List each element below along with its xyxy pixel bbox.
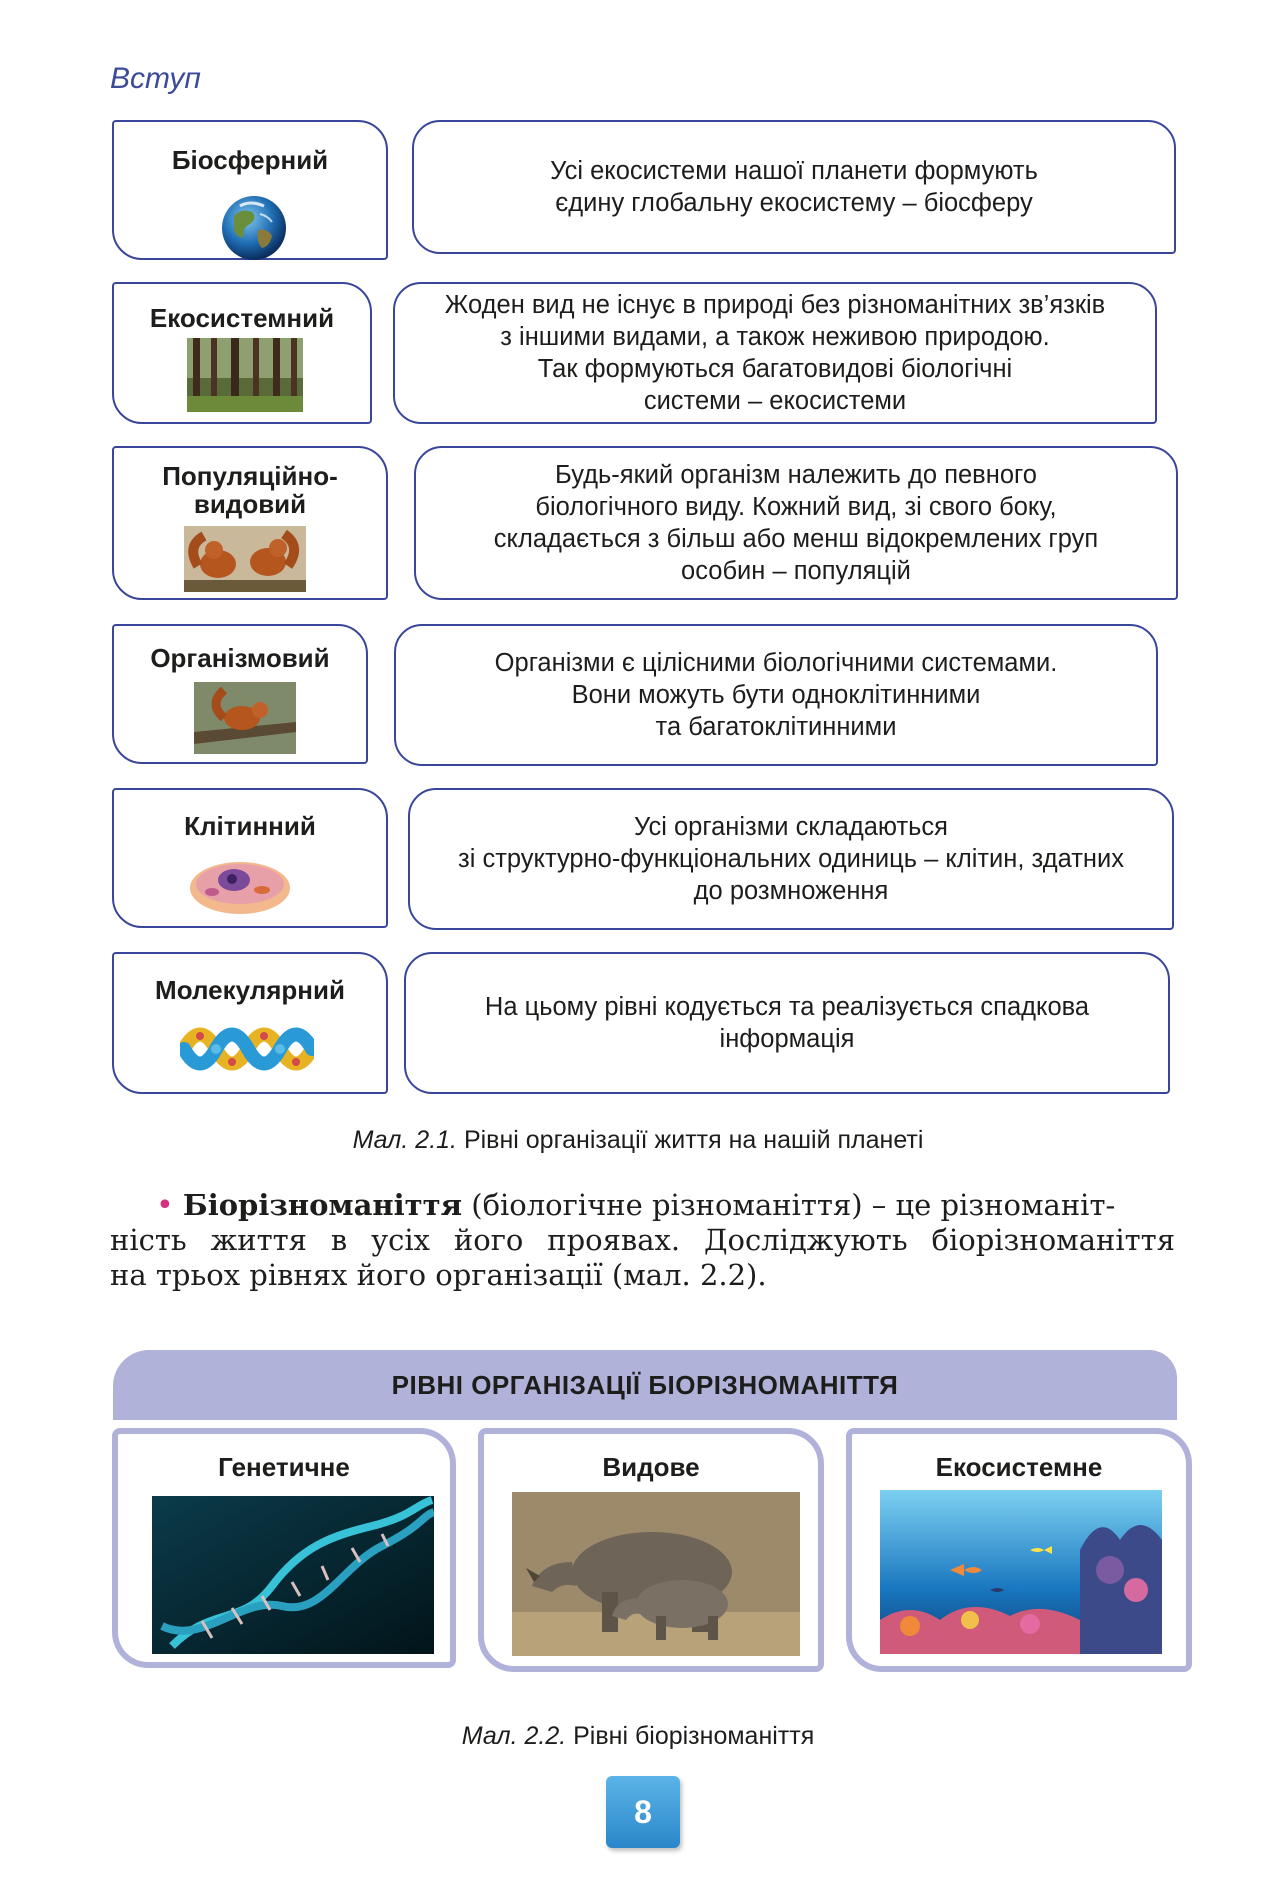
rhinoceros-image — [512, 1492, 800, 1656]
desc-line: Організми є цілісними біологічними системами. — [494, 649, 1058, 677]
card-species — [478, 1428, 824, 1672]
card-ecosystem — [846, 1428, 1192, 1672]
biodiversity-paragraph — [110, 1188, 1175, 1223]
level-molecular-title: Молекулярний — [155, 975, 345, 1005]
level-ecosystem-title: Екосистемний — [149, 303, 335, 333]
level-cellular-box — [112, 788, 388, 928]
figure-label: Мал. 2.1. — [352, 1126, 457, 1154]
level-molecular-description — [404, 952, 1170, 1094]
desc-line: системи – екосистеми — [643, 387, 907, 415]
earth-globe-image — [220, 194, 288, 262]
forest-image — [187, 338, 303, 412]
level-biosphere-box — [112, 120, 388, 260]
desc-line: складається з більш або менш відокремлених груп — [493, 525, 1099, 553]
level-cellular-description — [408, 788, 1174, 930]
term: Біорізноманіття — [182, 1188, 463, 1222]
biodiversity-banner: РІВНІ ОРГАНІЗАЦІЇ БІОРІЗНОМАНІТТЯ — [113, 1350, 1177, 1420]
level-molecular-box — [112, 952, 388, 1094]
paragraph-line-text: (біологічне різноманіття) – це різноманіт- — [462, 1188, 1116, 1222]
desc-line: особин – популяцій — [681, 557, 911, 585]
title-line: Популяційно- — [162, 461, 338, 491]
level-organism-description — [394, 624, 1158, 766]
level-population-box — [112, 446, 388, 600]
desc-line: Жоден вид не існує в природі без різноманітних зв’язків — [444, 291, 1106, 319]
card-genetic-title: Генетичне — [218, 1452, 350, 1482]
desc-line: Усі організми складаються — [634, 813, 948, 841]
desc-line: біологічного виду. Кожний вид, зі свого боку, — [535, 493, 1057, 521]
desc-line: Так формуються багатовидові біологічні — [537, 355, 1013, 383]
title-line: видовий — [193, 489, 307, 519]
figure-caption — [0, 1126, 1276, 1155]
desc-line: до розмноження — [693, 877, 889, 905]
level-organism-title: Організмовий — [150, 643, 330, 673]
level-biosphere-description — [412, 120, 1176, 254]
level-cellular-title: Клітинний — [184, 811, 316, 841]
desc-line: Усі екосистеми нашої планети формують — [550, 157, 1038, 185]
desc-line: Вони можуть бути одноклітинними — [571, 681, 981, 709]
bullet-icon: • — [156, 1188, 174, 1223]
desc-line: з іншими видами, а також неживою природою. — [500, 323, 1050, 351]
desc-line: та багатоклітинними — [655, 713, 897, 741]
dna-helix-image — [152, 1496, 434, 1654]
card-ecosystem-title: Екосистемне — [935, 1452, 1103, 1482]
desc-line: зі структурно-функціональних одиниць – клітин, здатних — [458, 845, 1124, 873]
section-label: Вступ — [110, 62, 201, 95]
paragraph-line: на трьох рівнях його організації (мал. 2.2). — [110, 1258, 767, 1292]
figure-label: Мал. 2.2. — [461, 1722, 567, 1750]
level-biosphere-title: Біосферний — [171, 145, 329, 175]
figure-caption-text: Рівні організації життя на нашій планеті — [463, 1126, 924, 1154]
level-population-description — [414, 446, 1178, 600]
squirrel-on-branch-image — [194, 682, 296, 754]
dna-molecule-image — [180, 1016, 314, 1082]
desc-line: єдину глобальну екосистему – біосферу — [555, 189, 1033, 217]
level-population-title — [114, 462, 386, 518]
desc-line: інформація — [719, 1025, 855, 1053]
level-ecosystem-description — [393, 282, 1157, 424]
coral-reef-image — [880, 1490, 1162, 1654]
level-ecosystem-box — [112, 282, 372, 424]
squirrels-image — [184, 526, 306, 592]
cell-image — [186, 852, 294, 918]
desc-line: На цьому рівні кодується та реалізується спадкова — [484, 993, 1090, 1021]
figure-caption — [0, 1722, 1276, 1751]
paragraph-line — [110, 1188, 1175, 1223]
level-organism-box — [112, 624, 368, 764]
figure-caption-text: Рівні біорізноманіття — [573, 1722, 815, 1750]
card-genetic — [112, 1428, 456, 1668]
card-species-title: Видове — [602, 1452, 700, 1482]
paragraph-line: ність життя в усіх його проявах. Досліджують біорізноманіття — [110, 1223, 1175, 1257]
desc-line: Будь-який організм належить до певного — [555, 461, 1037, 489]
page-number: 8 — [606, 1776, 680, 1848]
